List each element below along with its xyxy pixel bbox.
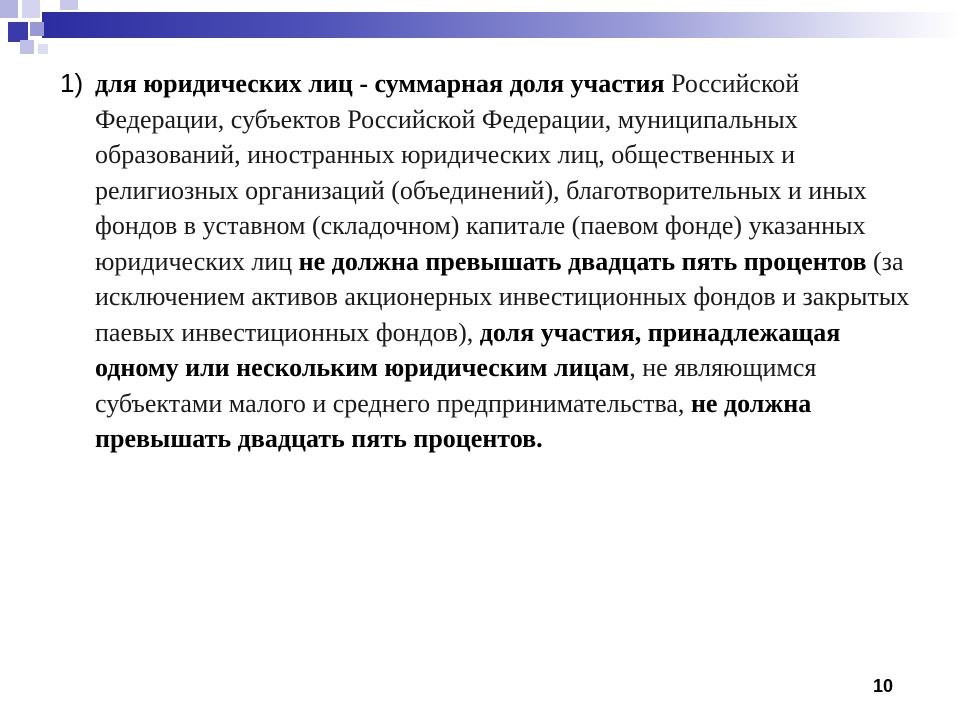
- text-segment-bold: для юридических лиц - суммарная доля участия: [95, 69, 665, 98]
- item-number: 1): [60, 68, 84, 98]
- decor-square: [8, 22, 28, 42]
- slide-header-decoration: [0, 0, 960, 60]
- decor-square: [20, 40, 34, 54]
- item-text: [95, 66, 910, 457]
- text-segment-bold: доля участия, принадлежащая одному или нескольким юридическим лицам: [95, 317, 841, 382]
- text-segment: , не являющимся субъектами малого и среднего предпринимательства,: [95, 353, 817, 418]
- decor-square: [22, 0, 40, 18]
- decor-square: [0, 0, 18, 18]
- text-segment: (за исключением активов акционерных инвестиционных фондов и закрытых паевых инвестиционных фондов),: [95, 246, 910, 347]
- list-item: [60, 66, 910, 457]
- slide-body: [60, 66, 910, 457]
- decor-square: [30, 22, 44, 36]
- text-segment-bold: не должна превышать двадцать пять процентов.: [95, 388, 812, 453]
- decor-square: [60, 0, 78, 10]
- text-segment: Российской Федерации, субъектов Российской Федерации, муниципальных образований, иностранных юридических лиц, общественных и религиозных организаций (объединений), благотворительных и иных фондов в уставном (складочном) капитале (паевом фонде) указанных юридических лиц: [95, 69, 867, 276]
- header-gradient-bar: [42, 12, 960, 38]
- decor-square: [38, 44, 48, 54]
- page-number: 10: [873, 676, 894, 696]
- text-segment-bold: не должна превышать двадцать пять процентов: [298, 246, 867, 276]
